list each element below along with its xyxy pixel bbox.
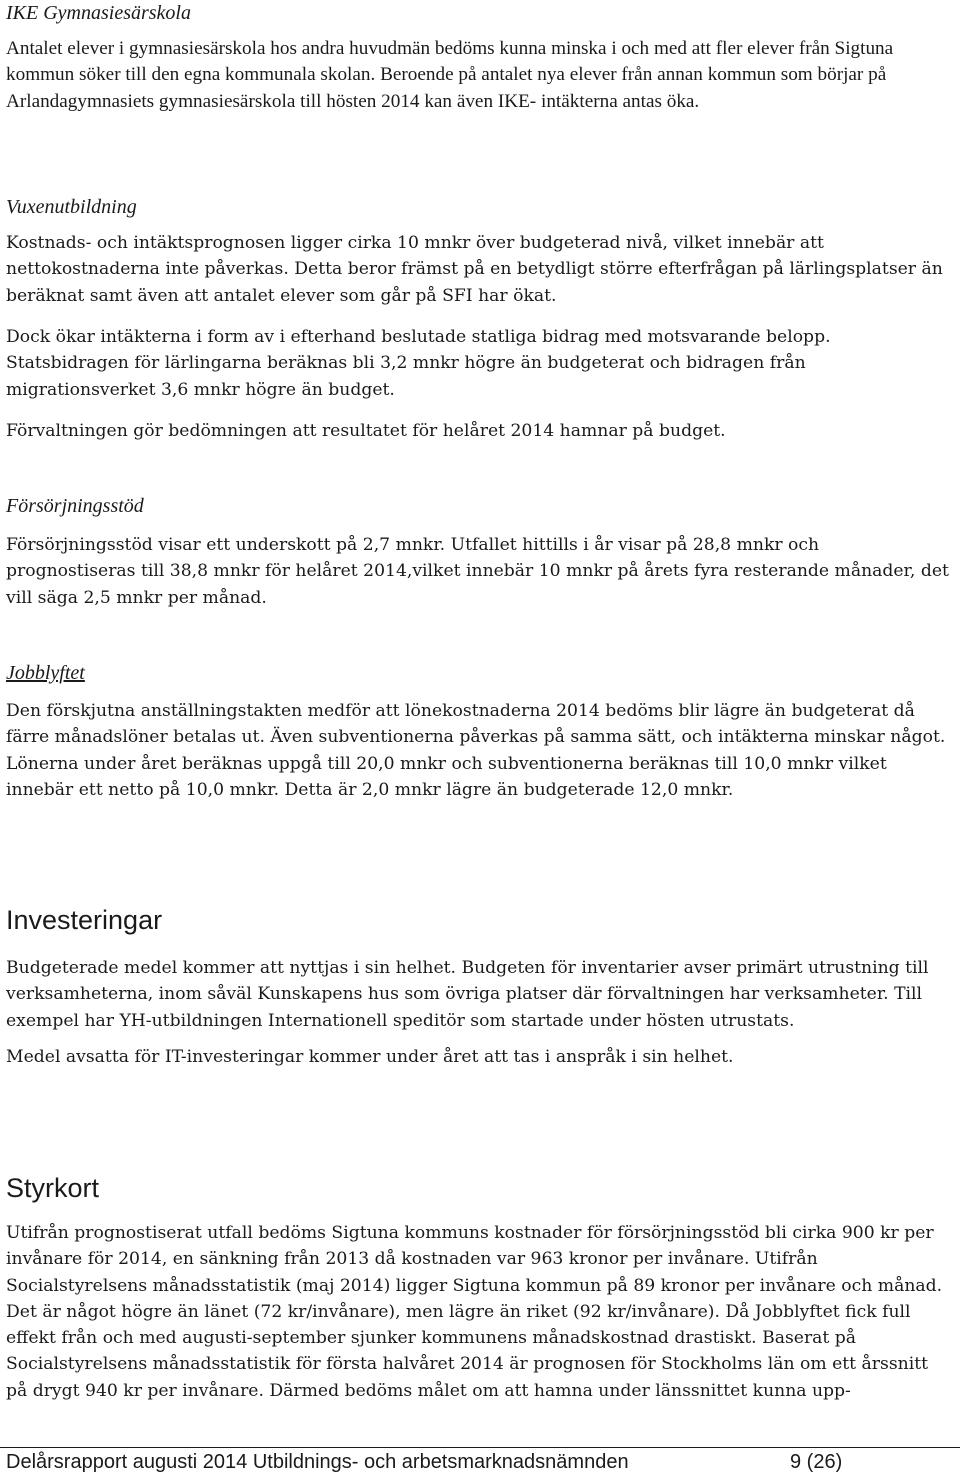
section-vuxen-body-1 — [6, 230, 954, 309]
section-ike — [6, 2, 954, 24]
section-investeringar-body-1 — [6, 955, 954, 1034]
paragraph-vuxen-2: Dock ökar intäkterna i form av i efterhand beslutade statliga bidrag med motsvarande belopp. Statsbidragen för lärlingarna beräknas bli 3,2 mnkr högre än budgeterat och bidragen från migrationsverket 3,6 mnkr högre än budget. — [6, 327, 831, 400]
section-heading-vuxenutbildning: Vuxenutbildning — [6, 196, 137, 218]
paragraph-ike-1: Antalet elever i gymnasiesärskola hos andra huvudmän bedöms kunna minska i och med att fler elever från Sigtuna kommun söker till den egna kommunala skolan. Beroende på antalet nya elever från annan kommun som börjar på Arlandagymnasiets gymnasiesärskola till hösten 2014 kan även IKE- intäkterna antas öka. — [6, 38, 894, 112]
section-jobblyftet-body — [6, 698, 954, 803]
footer-report-title: Delårsrapport augusti 2014 Utbildnings- och arbetsmarknadsnämnden — [6, 1451, 629, 1473]
section-heading-forsorjningsstod: Försörjningsstöd — [6, 495, 144, 517]
section-forsorjning — [6, 495, 954, 517]
paragraph-investeringar-1: Budgeterade medel kommer att nyttjas i sin helhet. Budgeten för inventarier avser primärt utrustning till verksamheterna, inom såväl Kunskapens hus som övriga platser där förvaltningen har verksamheter. Till exempel har YH-utbildningen Internationell speditör som startade under hösten utrustats. — [6, 958, 929, 1031]
section-heading-jobblyftet: Jobblyftet — [6, 662, 85, 684]
paragraph-vuxen-3: Förvaltningen gör bedömningen att resultatet för helåret 2014 hamnar på budget. — [6, 421, 726, 441]
section-jobblyftet — [6, 662, 954, 684]
paragraph-vuxen-1: Kostnads- och intäktsprognosen ligger cirka 10 mnkr över budgeterad nivå, vilket innebär att nettokostnaderna inte påverkas. Detta beror främst på en betydligt större efterfrågan på lärlingsplatser än beräknat samt även att antalet elever som går på SFI har ökat. — [6, 233, 943, 306]
section-forsorjning-body — [6, 532, 954, 611]
paragraph-jobblyftet-1: Den förskjutna anställningstakten medför att lönekostnaderna 2014 bedöms blir lägre än budgeterat då färre månadslöner betalas ut. Även subventionerna påverkas på samma sätt, och intäkterna minskar något. Lönerna under året beräknas uppgå till 20,0 mnkr och subventionerna beräknas till 10,0 mnkr vilket innebär ett netto på 10,0 mnkr. Detta är 2,0 mnkr lägre än budgeterade 12,0 mnkr. — [6, 701, 946, 800]
paragraph-styrkort-1: Utifrån prognostiserat utfall bedöms Sigtuna kommuns kostnader för försörjningsstöd bli cirka 900 kr per invånare för 2014, en sänkning från 2013 då kostnaden var 963 kronor per invånare. Utifrån Socialstyrelsens månadsstatistik (maj 2014) ligger Sigtuna kommun på 89 kronor per invånare och månad. Det är något högre än länet (72 kr/invånare), men lägre än riket (92 kr/invånare). Då Jobblyftet fick full effekt från och med augusti-september sjunker kommunens månadskostnad drastiskt. Baserat på Socialstyrelsens månadsstatistik för första halvåret 2014 är prognosen för Stockholms län om ett årssnitt på drygt 940 kr per invånare. Därmed bedöms målet om att hamna under länssnittet kunna upp- — [6, 1223, 943, 1401]
paragraph-investeringar-2: Medel avsatta för IT-investeringar kommer under året att tas i anspråk i sin helhet. — [6, 1047, 734, 1067]
section-investeringar-body-2 — [6, 1044, 954, 1070]
section-heading-investeringar: Investeringar — [6, 905, 163, 935]
section-heading-styrkort: Styrkort — [6, 1173, 100, 1203]
section-ike-body — [6, 36, 954, 115]
section-heading-ike: IKE Gymnasiesärskola — [6, 2, 191, 24]
section-vuxen — [6, 196, 954, 218]
section-vuxen-body-3 — [6, 418, 954, 444]
section-investeringar — [6, 905, 954, 935]
footer-page-number: 9 (26) — [790, 1451, 843, 1473]
section-styrkort-body — [6, 1220, 954, 1404]
section-styrkort — [6, 1173, 954, 1203]
section-vuxen-body-2 — [6, 324, 954, 403]
paragraph-forsorjning-1: Försörjningsstöd visar ett underskott på 2,7 mnkr. Utfallet hittills i år visar på 28,8 mnkr och prognostiseras till 38,8 mnkr för helåret 2014,vilket innebär 10 mnkr på årets fyra resterande månader, det vill säga 2,5 mnkr per månad. — [6, 535, 949, 608]
footer-divider — [0, 1447, 960, 1448]
